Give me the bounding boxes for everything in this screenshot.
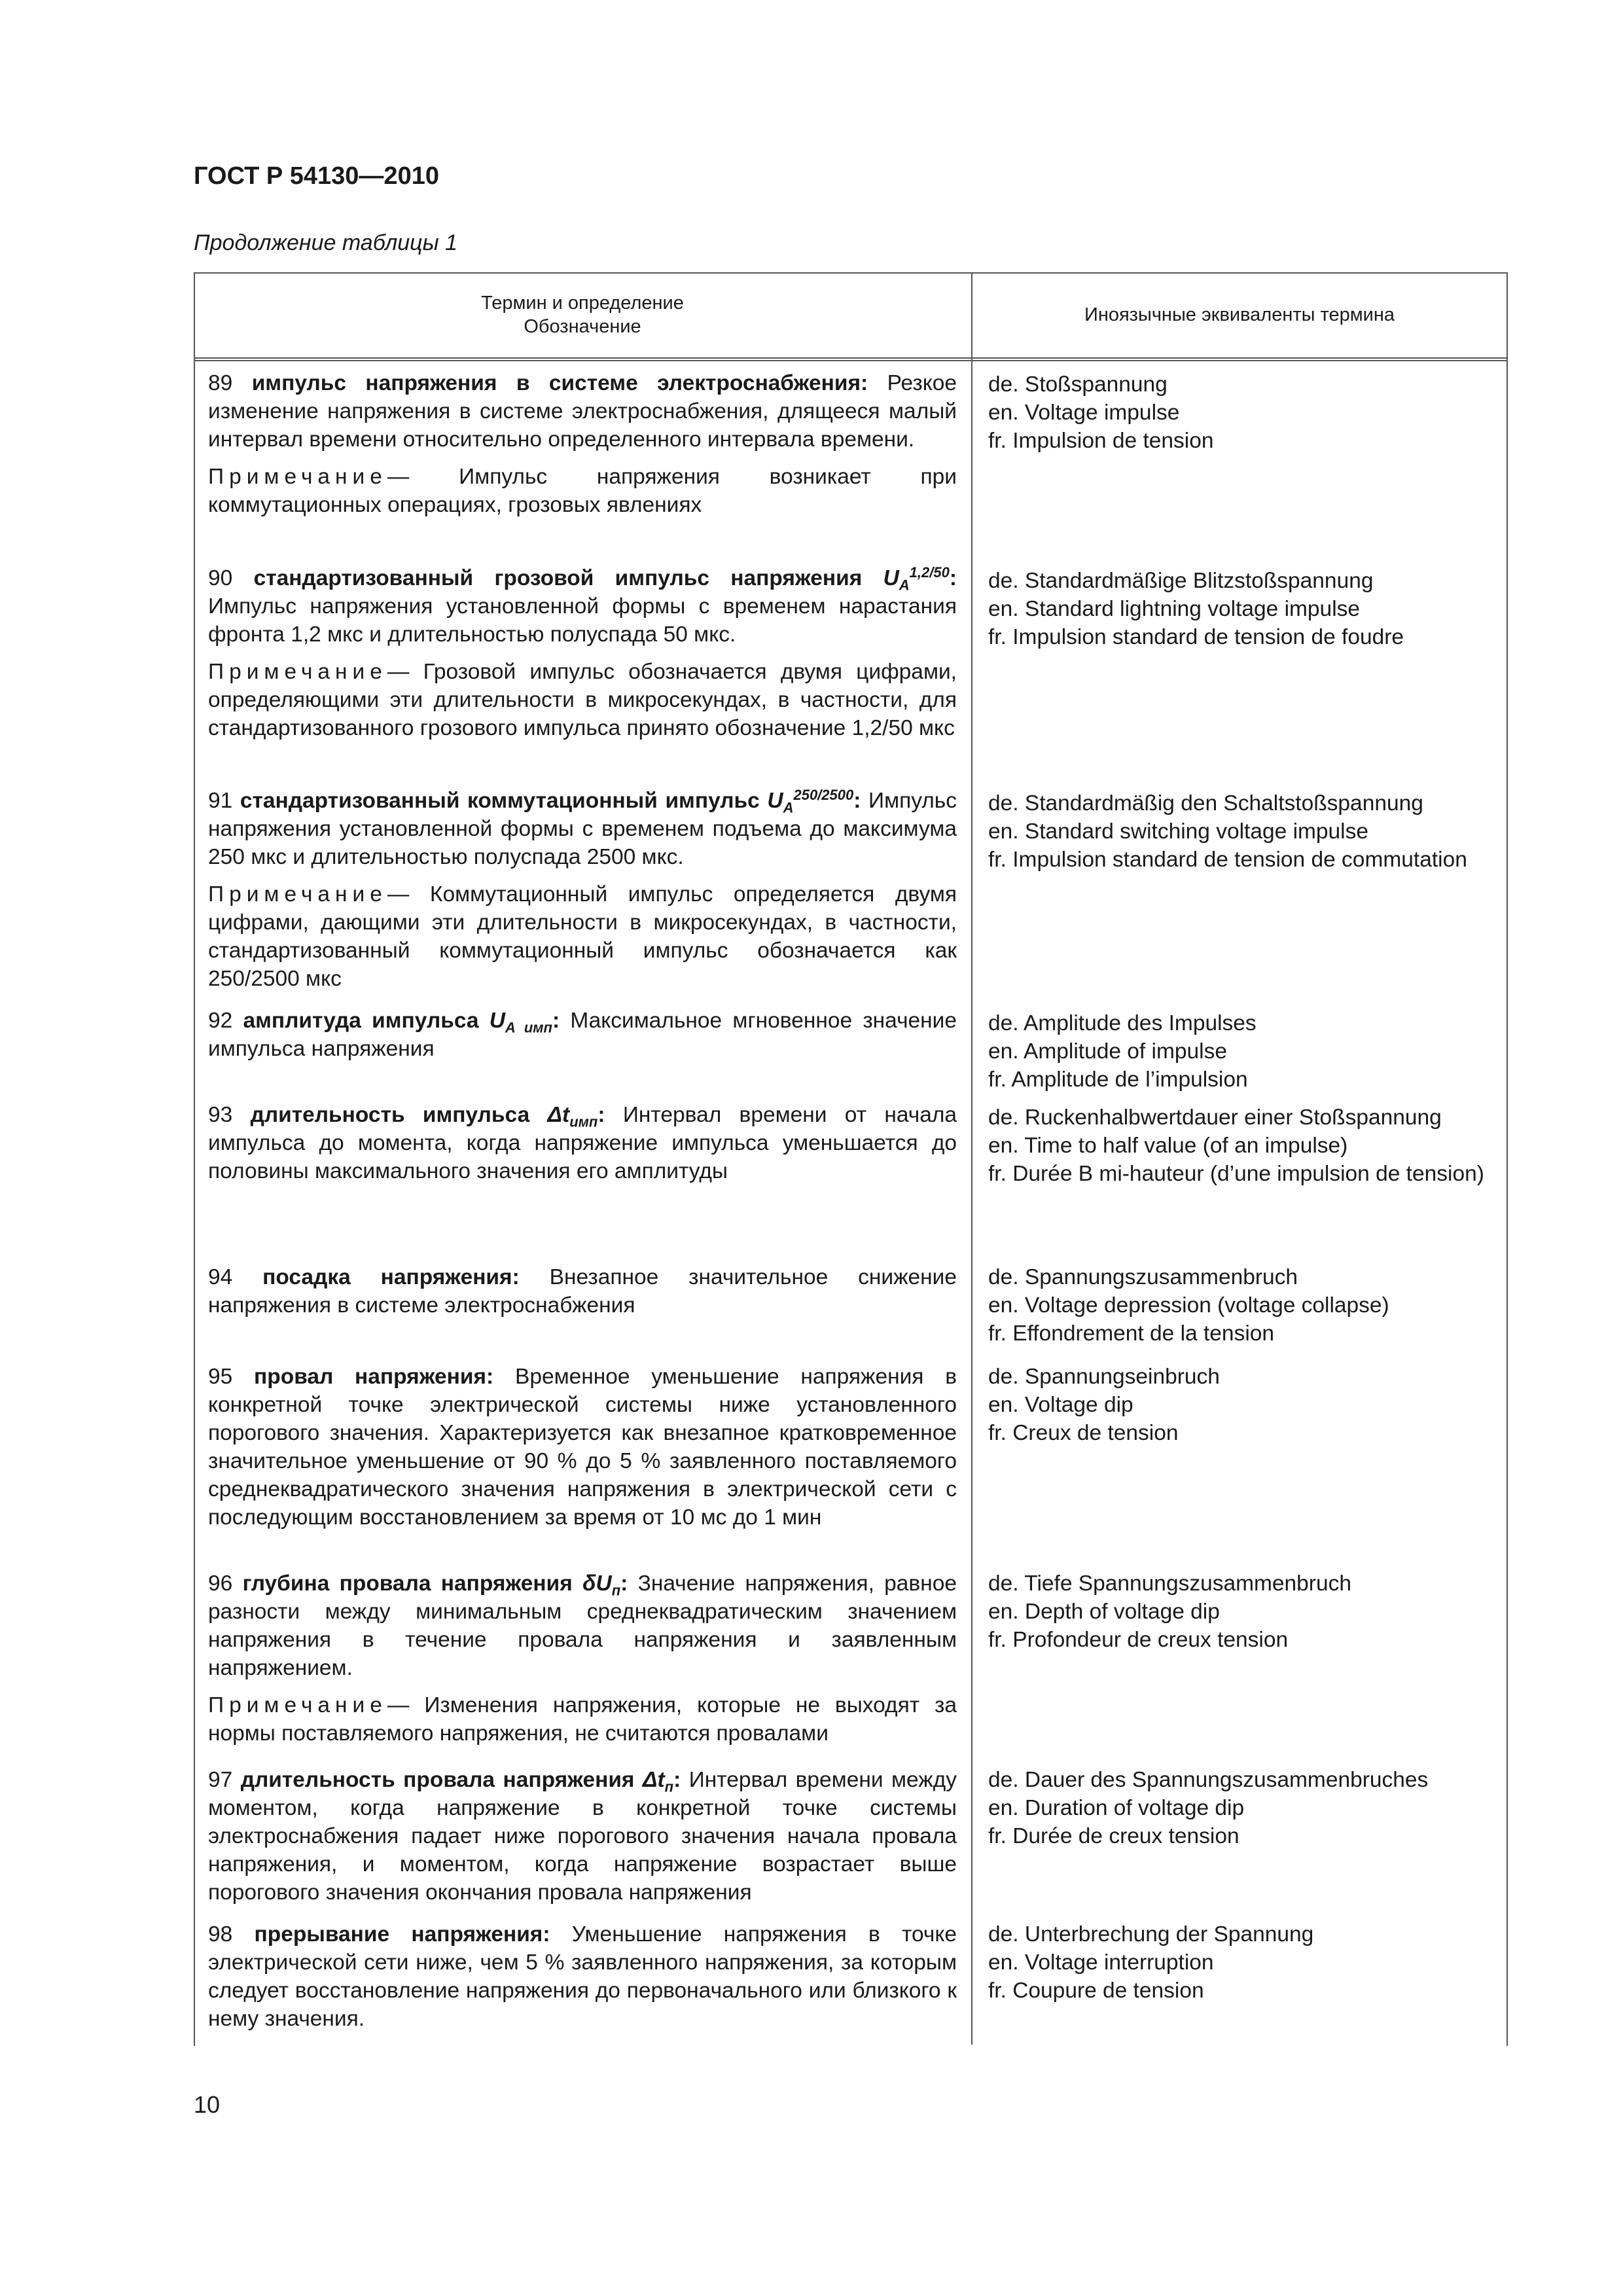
term-symbol: $\Delta t_п$ [642, 1768, 674, 1795]
term-definition: Импульс напряжения установленной формы с временем нарастания фронта 1,2 мкс и длительностью полуспада 50 мкс. [208, 594, 957, 647]
equivalent-fr: fr. Impulsion de tension [988, 429, 1214, 453]
column-header-term-line2: Обозначение [524, 316, 641, 337]
equivalent-de: de. Ruckenhalbwertdauer einer Stoßspannung [988, 1105, 1442, 1130]
term-definition: Временное уменьшение напряжения в конкретной точке электрической системы ниже установленного порогового значения. Характеризуется как внезапное кратковременное значительное уменьшение от 90 % до 5 % заявленного поставляемого среднеквадратического значения напряжения в электрической сети с последующим восстановлением за время от 10 мс до 1 мин [208, 1365, 957, 1530]
equivalents-96 [988, 1570, 1487, 1654]
equivalent-fr: fr. Amplitude de l’impulsion [988, 1067, 1248, 1092]
term-entry-92: 92 амплитуда импульса $U_{А имп}$: Максимальное мгновенное значение импульса напряжения [208, 1009, 957, 1061]
equivalent-en: en. Voltage impulse [988, 401, 1180, 425]
note-label: Примечание [208, 1693, 387, 1717]
equivalent-en: en. Amplitude of impulse [988, 1039, 1227, 1064]
equivalent-de: de. Standardmäßig den Schaltstoßspannung [988, 791, 1423, 816]
term-name: амплитуда импульса [243, 1009, 479, 1033]
equivalent-en: en. Voltage depression (voltage collapse) [988, 1293, 1389, 1318]
equivalent-fr: fr. Creux de tension [988, 1421, 1179, 1445]
equivalent-fr: fr. Impulsion standard de tension de commutation [988, 848, 1467, 872]
term-entry-91: 91 стандартизованный коммутационный импульс $U_A^{250/2500}$: Импульс напряжения установленной формы с временем подъема до максимума 250 мкс и длительностью полуспада 2500 мкс. Примечание— Коммутационный импульс определяется двумя цифрами, дающими эти длительности в микросекундах, в частности, стандартизованный коммутационный импульс обозначается как 250/2500 мкс [208, 786, 957, 991]
column-header-equivalents-label: Иноязычные эквиваленты термина [1084, 304, 1395, 325]
equivalent-en: en. Voltage dip [988, 1393, 1133, 1417]
equivalents-94 [988, 1263, 1487, 1348]
term-entry-93: 93 длительность импульса $\Delta t_{имп}$: Интервал времени от начала импульса до момента, когда напряжение импульса уменьшается до половины максимального значения его амплитуды [208, 1103, 957, 1183]
note-text: — Импульс напряжения возникает при коммутационных операциях, грозовых явлениях [208, 465, 957, 517]
term-name: глубина провала напряжения [242, 1571, 573, 1596]
term-name: стандартизованный грозовой импульс напряжения [253, 566, 863, 590]
term-entry-97: 97 длительность провала напряжения $\Delta t_п$: Интервал времени между моментом, когда напряжение в конкретной точке системы электроснабжения падает ниже порогового значения начала провала напряжения, и моментом, когда напряжение возрастает выше порогового значения окончания провала напряжения [208, 1768, 957, 1905]
equivalent-de: de. Spannungszusammenbruch [988, 1265, 1298, 1289]
term-symbol: $U_A^{250/2500}$ [767, 786, 854, 816]
equivalent-de: de. Tiefe Spannungszusammenbruch [988, 1571, 1351, 1596]
term-name: длительность импульса [250, 1103, 530, 1127]
equivalent-fr: fr. Durée de creux tension [988, 1824, 1240, 1848]
equivalent-de: de. Unterbrechung der Spannung [988, 1922, 1314, 1946]
equivalent-en: en. Duration of voltage dip [988, 1796, 1245, 1820]
term-entry-98: 98 прерывание напряжения: Уменьшение напряжения в точке электрической сети ниже, чем 5 % заявленного напряжения, за которым следует восстановление напряжения до первоначального или близкого к нему значения. [208, 1922, 957, 2031]
term-definition: Интервал времени от начала импульса до момента, когда напряжение импульса уменьшается до половины максимального значения его амплитуды [208, 1103, 957, 1183]
equivalent-de: de. Standardmäßige Blitzstoßspannung [988, 569, 1374, 593]
term-name: длительность провала напряжения [240, 1768, 635, 1792]
equivalents-95 [988, 1363, 1487, 1447]
equivalent-en: en. Standard lightning voltage impulse [988, 597, 1361, 621]
equivalent-de: de. Stoßspannung [988, 372, 1168, 397]
terms-table [194, 272, 1507, 2045]
equivalents-98 [988, 1920, 1487, 2005]
equivalent-de: de. Dauer des Spannungszusammenbruches [988, 1768, 1429, 1792]
note-label: Примечание [208, 465, 387, 489]
equivalent-de: de. Spannungseinbruch [988, 1365, 1220, 1389]
column-header-term-line1: Термин и определение [481, 293, 684, 314]
term-definition: Значение напряжения, равное разности между минимальным среднеквадратическим значением напряжения в течение провала напряжения и заявленным напряжением. [208, 1571, 957, 1680]
note-text: — Коммутационный импульс определяется двумя цифрами, дающими эти длительности в микросекундах, в частности, стандартизованный коммутационный импульс обозначается как 250/2500 мкс [208, 882, 957, 991]
equivalent-fr: fr. Impulsion standard de tension de foudre [988, 625, 1404, 649]
equivalents-90 [988, 567, 1487, 651]
term-name: прерывание напряжения: [254, 1922, 550, 1946]
equivalent-en: en. Time to half value (of an impulse) [988, 1134, 1348, 1158]
equivalents-89 [988, 370, 1487, 455]
equivalent-en: en. Standard switching voltage impulse [988, 819, 1368, 844]
note-label: Примечание [208, 660, 387, 684]
term-definition: Интервал времени между моментом, когда напряжение в конкретной точке системы электроснабжения падает ниже порогового значения начала провала напряжения, и моментом, когда напряжение возрастает выше порогового значения окончания провала напряжения [208, 1768, 957, 1905]
equivalent-fr: fr. Durée B mi-hauteur (d’une impulsion de tension) [988, 1162, 1484, 1186]
term-entry-96: 96 глубина провала напряжения $\delta U_п$: Значение напряжения, равное разности между минимальным среднеквадратическим значением напряжения в течение провала напряжения и заявленным напряжением. Примечание— Изменения напряжения, которые не выходят за нормы поставляемого напряжения, не считаются провалами [208, 1571, 957, 1746]
page-number: 10 [194, 2091, 221, 2118]
term-definition: Импульс напряжения установленной формы с временем подъема до максимума 250 мкс и длительностью полуспада 2500 мкс. [208, 789, 957, 869]
equivalent-de: de. Amplitude des Impulses [988, 1011, 1257, 1035]
term-entry-90: 90 стандартизованный грозовой импульс напряжения $U_A^{1,2/50}$: Импульс напряжения установленной формы с временем нарастания фронта 1,2 мкс и длительностью полуспада 50 мкс. Примечание— Грозовой импульс обозначается двумя цифрами, определяющими эти длительности в микросекундах, в частности, для стандартизованного грозового импульса принято обозначение 1,2/50 мкс [208, 564, 957, 740]
term-entry-95: 95 провал напряжения: Временное уменьшение напряжения в конкретной точке электрической системы ниже установленного порогового значения. Характеризуется как внезапное кратковременное значительное уменьшение от 90 % до 5 % заявленного поставляемого среднеквадратического значения напряжения в электрической сети с последующим восстановлением за время от 10 мс до 1 мин [208, 1365, 957, 1530]
term-definition: Внезапное значительное снижение напряжения в системе электроснабжения [208, 1265, 957, 1318]
equivalents-97 [988, 1766, 1487, 1850]
table-continuation-caption: Продолжение таблицы 1 [194, 230, 457, 255]
term-entry-94: 94 посадка напряжения: Внезапное значительное снижение напряжения в системе электроснабжения [208, 1265, 957, 1318]
term-name: провал напряжения: [254, 1365, 494, 1389]
term-symbol: $U_A^{1,2/50}$ [883, 564, 950, 594]
column-divider [971, 272, 972, 2045]
equivalent-fr: fr. Profondeur de creux tension [988, 1628, 1289, 1652]
header-double-rule [194, 357, 1507, 361]
term-name: посадка напряжения: [262, 1265, 520, 1289]
term-symbol: $U_{А имп}$ [489, 1009, 552, 1036]
equivalent-fr: fr. Coupure de tension [988, 1979, 1204, 2003]
column-header-term [194, 272, 971, 357]
term-symbol: $\delta U_п$ [582, 1571, 621, 1599]
term-definition: Уменьшение напряжения в точке электрической сети ниже, чем 5 % заявленного напряжения, за которым следует восстановление напряжения до первоначального или близкого к нему значения. [208, 1922, 957, 2031]
note-text: — Изменения напряжения, которые не выходят за нормы поставляемого напряжения, не считаются провалами [208, 1693, 957, 1746]
equivalents-91 [988, 789, 1487, 874]
term-entry-89: 89 импульс напряжения в системе электроснабжения: Резкое изменение напряжения в системе электроснабжения, длящееся малый интервал времени относительно определенного интервала времени. Примечание— Импульс напряжения возникает при коммутационных операциях, грозовых явлениях [208, 371, 957, 517]
standard-header: ГОСТ Р 54130—2010 [194, 162, 439, 190]
term-name: импульс напряжения в системе электроснабжения: [251, 371, 868, 395]
term-definition: Резкое изменение напряжения в системе электроснабжения, длящееся малый интервал времени относительно определенного интервала времени. [208, 371, 957, 452]
equivalents-93 [988, 1103, 1487, 1188]
note-text: — Грозовой импульс обозначается двумя цифрами, определяющими эти длительности в микросекундах, в частности, для стандартизованного грозового импульса принято обозначение 1,2/50 мкс [208, 660, 957, 740]
equivalents-92 [988, 1009, 1487, 1094]
term-symbol: $\Delta t_{имп}$ [547, 1103, 598, 1130]
equivalent-fr: fr. Effondrement de la tension [988, 1321, 1275, 1346]
equivalent-en: en. Voltage interruption [988, 1950, 1214, 1975]
equivalent-en: en. Depth of voltage dip [988, 1600, 1220, 1624]
note-label: Примечание [208, 882, 387, 906]
column-header-equivalents [972, 272, 1507, 357]
term-name: стандартизованный коммутационный импульс [240, 789, 760, 813]
term-definition: Максимальное мгновенное значение импульса напряжения [208, 1009, 957, 1061]
